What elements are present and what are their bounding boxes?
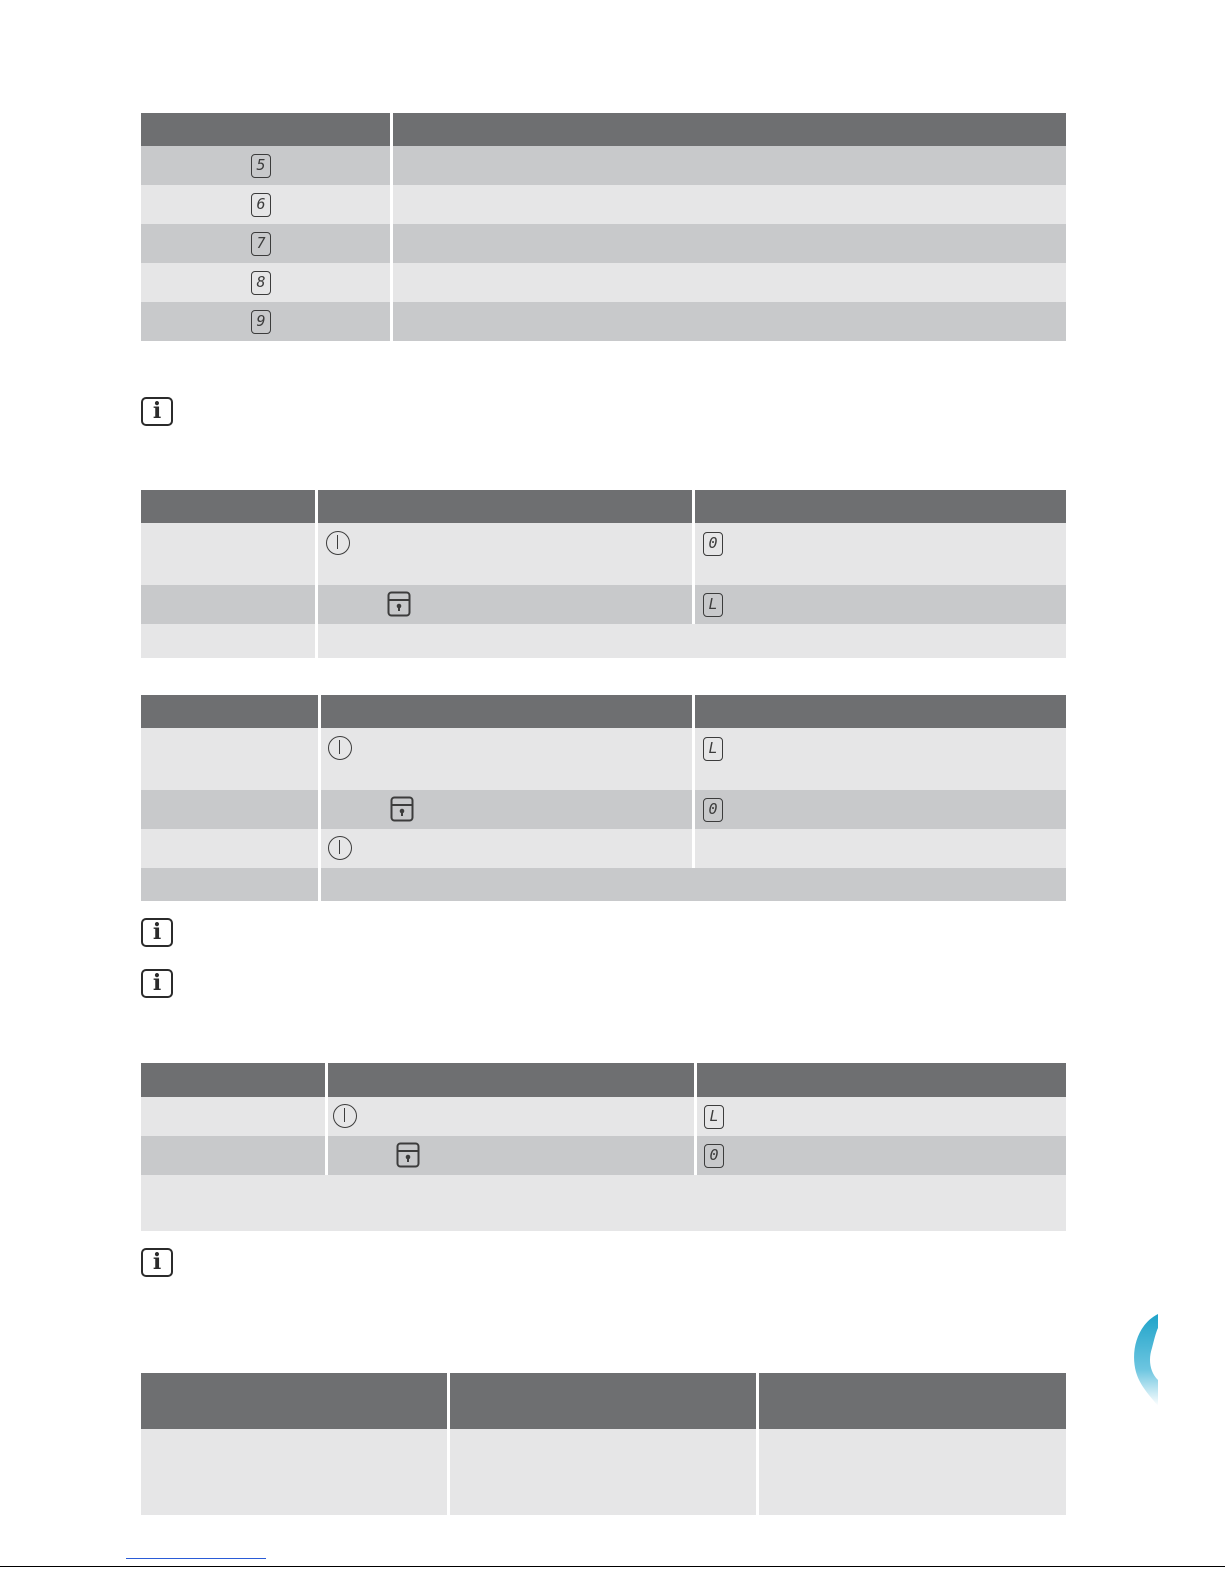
power-icon bbox=[333, 1104, 357, 1128]
table-header-row bbox=[141, 695, 1066, 728]
table-cell bbox=[695, 523, 1066, 585]
table-cell bbox=[141, 1429, 450, 1515]
table-cell bbox=[141, 1097, 328, 1136]
table-row bbox=[141, 1136, 1066, 1175]
info-icon: i bbox=[141, 397, 173, 426]
table-row bbox=[141, 624, 1066, 658]
table-cell bbox=[141, 146, 393, 185]
table-cell bbox=[318, 624, 1066, 658]
table-cell bbox=[141, 728, 321, 790]
table-header-cell bbox=[141, 1373, 450, 1429]
table-cell bbox=[141, 624, 318, 658]
table-row bbox=[141, 1175, 1066, 1231]
table-row bbox=[141, 523, 1066, 585]
table-row bbox=[141, 728, 1066, 790]
table-cell bbox=[141, 585, 318, 624]
table-cell bbox=[141, 829, 321, 868]
table-header-cell bbox=[695, 490, 1066, 523]
table-header-cell bbox=[141, 695, 321, 728]
info-icon: i bbox=[141, 969, 173, 998]
lock-deactivation-table bbox=[141, 695, 1066, 901]
child-lock-icon bbox=[390, 796, 414, 822]
seven-segment-display-icon: L bbox=[704, 1105, 724, 1129]
seven-segment-display-icon: 9 bbox=[251, 310, 271, 334]
table-row bbox=[141, 185, 1066, 224]
table-row bbox=[141, 585, 1066, 624]
table-cell bbox=[141, 1136, 328, 1175]
table-row bbox=[141, 829, 1066, 868]
table-header-cell bbox=[328, 1063, 697, 1097]
power-icon bbox=[328, 736, 352, 760]
table-header-cell bbox=[697, 1063, 1066, 1097]
decorative-accent bbox=[1130, 1310, 1160, 1410]
table-header-row bbox=[141, 113, 1066, 146]
seven-segment-display-icon: 0 bbox=[703, 532, 723, 556]
table-header-cell bbox=[318, 490, 695, 523]
power-icon bbox=[328, 836, 352, 860]
seven-segment-display-icon: 6 bbox=[251, 193, 271, 217]
summary-table bbox=[141, 1373, 1066, 1515]
table-row bbox=[141, 868, 1066, 901]
table-cell bbox=[328, 1097, 697, 1136]
table-cell bbox=[321, 790, 695, 829]
table-row bbox=[141, 302, 1066, 341]
table-row bbox=[141, 263, 1066, 302]
table-cell bbox=[328, 1136, 697, 1175]
seven-segment-display-icon: 0 bbox=[704, 1144, 724, 1168]
table-cell bbox=[393, 224, 1066, 263]
seven-segment-display-icon: 8 bbox=[251, 271, 271, 295]
table-cell bbox=[695, 585, 1066, 624]
lock-override-table bbox=[141, 1063, 1066, 1231]
table-cell bbox=[695, 790, 1066, 829]
lock-activation-table bbox=[141, 490, 1066, 658]
table-header-cell bbox=[759, 1373, 1066, 1429]
table-cell bbox=[318, 523, 695, 585]
seven-segment-display-icon: 7 bbox=[251, 232, 271, 256]
table-header-cell bbox=[141, 490, 318, 523]
seven-segment-display-icon: 5 bbox=[251, 154, 271, 178]
table-cell bbox=[141, 224, 393, 263]
table-row bbox=[141, 1429, 1066, 1515]
table-cell bbox=[321, 868, 1066, 901]
child-lock-icon bbox=[387, 591, 411, 617]
table-header-cell bbox=[321, 695, 695, 728]
page-bottom-rule bbox=[0, 1566, 1225, 1567]
table-cell bbox=[697, 1097, 1066, 1136]
table-cell bbox=[141, 523, 318, 585]
info-icon: i bbox=[141, 918, 173, 947]
table-cell bbox=[393, 263, 1066, 302]
table-header-cell bbox=[450, 1373, 759, 1429]
table-cell bbox=[141, 790, 321, 829]
power-icon bbox=[326, 531, 350, 555]
table-row bbox=[141, 1097, 1066, 1136]
table-header-row bbox=[141, 490, 1066, 523]
seven-segment-display-icon: L bbox=[703, 593, 723, 617]
table-cell bbox=[450, 1429, 759, 1515]
table-cell bbox=[321, 829, 695, 868]
table-cell bbox=[393, 146, 1066, 185]
table-cell bbox=[695, 829, 1066, 868]
table-cell bbox=[759, 1429, 1066, 1515]
table-header-cell bbox=[695, 695, 1066, 728]
table-cell bbox=[321, 728, 695, 790]
footer-link-underline bbox=[126, 1558, 266, 1559]
table-cell bbox=[695, 728, 1066, 790]
seven-segment-display-icon: 0 bbox=[703, 798, 723, 822]
table-cell bbox=[697, 1136, 1066, 1175]
child-lock-icon bbox=[396, 1142, 420, 1168]
table-header-cell bbox=[141, 113, 393, 146]
table-header-cell bbox=[393, 113, 1066, 146]
table-row bbox=[141, 146, 1066, 185]
table-row bbox=[141, 224, 1066, 263]
table-cell bbox=[141, 1175, 1066, 1231]
info-icon: i bbox=[141, 1248, 173, 1277]
table-cell bbox=[141, 302, 393, 341]
heat-setting-table bbox=[141, 113, 1066, 341]
table-header-row bbox=[141, 1063, 1066, 1097]
table-cell bbox=[393, 302, 1066, 341]
table-cell bbox=[141, 185, 393, 224]
seven-segment-display-icon: L bbox=[703, 737, 723, 761]
table-cell bbox=[393, 185, 1066, 224]
table-header-row bbox=[141, 1373, 1066, 1429]
table-header-cell bbox=[141, 1063, 328, 1097]
table-row bbox=[141, 790, 1066, 829]
table-cell bbox=[141, 263, 393, 302]
table-cell bbox=[318, 585, 695, 624]
table-cell bbox=[141, 868, 321, 901]
